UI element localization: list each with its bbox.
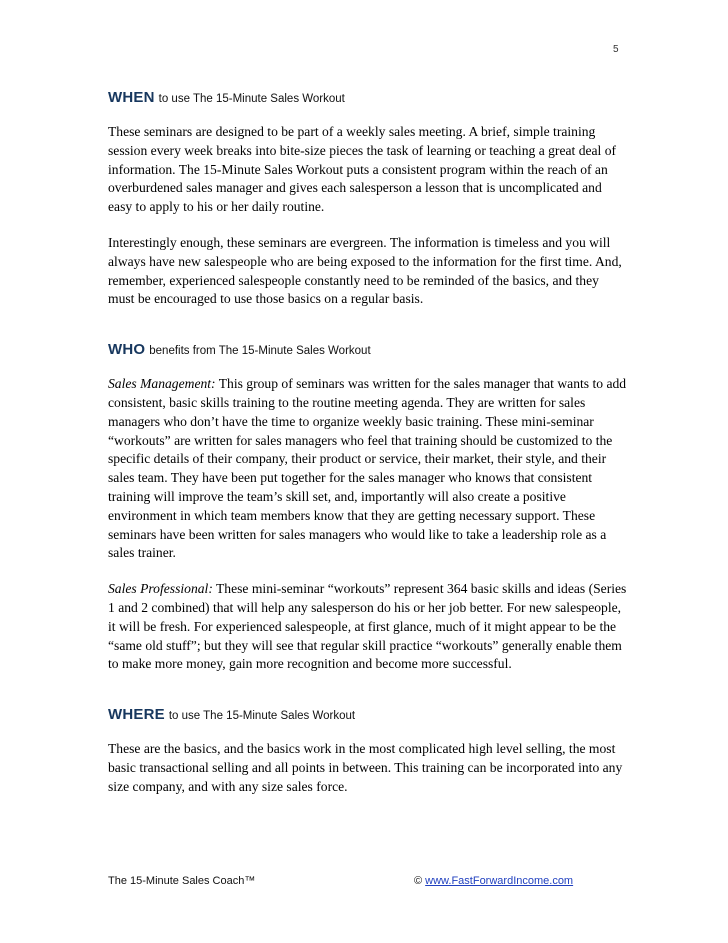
where-heading-subtitle: to use The 15-Minute Sales Workout <box>168 710 356 723</box>
where-paragraph-1: These are the basics, and the basics work in the most complicated high level selling, the most basic transactional selling and all points in between. This training can be incorporated into any size company, and with any size sales force. <box>108 741 623 794</box>
section-spacer <box>108 691 628 705</box>
website-link[interactable]: www.FastForwardIncome.com <box>425 875 574 887</box>
where-heading <box>108 705 628 726</box>
who-heading-word: WHO <box>108 341 146 359</box>
when-paragraph-2: Interestingly enough, these seminars are evergreen. The information is timeless and you will always have new salespeople who are being exposed to the information for the first time. And, remember, experienced salespeople constantly need to be reminded of the basics, and they must be encouraged to use those basics on a regular basis. <box>108 234 622 307</box>
who-heading-subtitle: benefits from The 15-Minute Sales Workout <box>149 345 371 358</box>
page-content <box>108 88 628 814</box>
copyright-symbol: © <box>414 875 423 887</box>
sales-professional-paragraph <box>108 580 628 674</box>
when-section <box>108 88 628 309</box>
where-section <box>108 705 628 796</box>
when-heading-subtitle: to use The 15-Minute Sales Workout <box>158 93 345 105</box>
sales-management-lead: Sales Management: <box>108 376 216 392</box>
sales-professional-lead: Sales Professional: <box>108 581 213 597</box>
sales-management-paragraph <box>108 375 628 563</box>
footer-copyright <box>414 875 573 887</box>
who-section <box>108 340 628 674</box>
page-number: 5 <box>613 44 619 55</box>
when-heading-word: WHEN <box>108 89 155 106</box>
sales-management-text: This group of seminars was written for the sales manager that wants to add consistent, basic skills training to the routine meeting agenda. They are written for sales managers who don’t have the time to organize weekly basic training. These mini-seminar “workouts” are written for sales managers who feel that training should be customized to the specific details of their company, their product or service, their market, their style, and their sales team. They have been put together for the sales manager who knows that consistent training will improve the team’s skill set, and, importantly will also create a positive environment in which team members know that they are getting necessary support. These seminars have been written for sales managers who would like to take a leadership role as a sales trainer. <box>108 376 627 561</box>
sales-professional-text: These mini-seminar “workouts” represent 364 basic skills and ideas (Series 1 and 2 combined) that will help any salesperson do his or her job better. For new salespeople, it will be fresh. For experienced salespeople, at first glance, much of it might appear to be the “same old stuff”; but they will see that regular skill practice “workouts” generally enable them to make more money, gain more recognition and become more successful. <box>108 581 627 672</box>
when-heading <box>108 88 628 109</box>
where-heading-word: WHERE <box>108 706 165 724</box>
when-paragraph-1: These seminars are designed to be part of a weekly sales meeting. A brief, simple training session every week breaks into bite-size pieces the task of learning or teaching a great deal of information. The 15-Minute Sales Workout puts a consistent program within the reach of an overburdened sales manager and gives each salesperson a lesson that is uncomplicated and easy to apply to his or her daily routine. <box>108 124 617 215</box>
footer-title: The 15-Minute Sales Coach™ <box>108 875 256 887</box>
section-spacer <box>108 326 628 340</box>
who-heading <box>108 340 628 361</box>
